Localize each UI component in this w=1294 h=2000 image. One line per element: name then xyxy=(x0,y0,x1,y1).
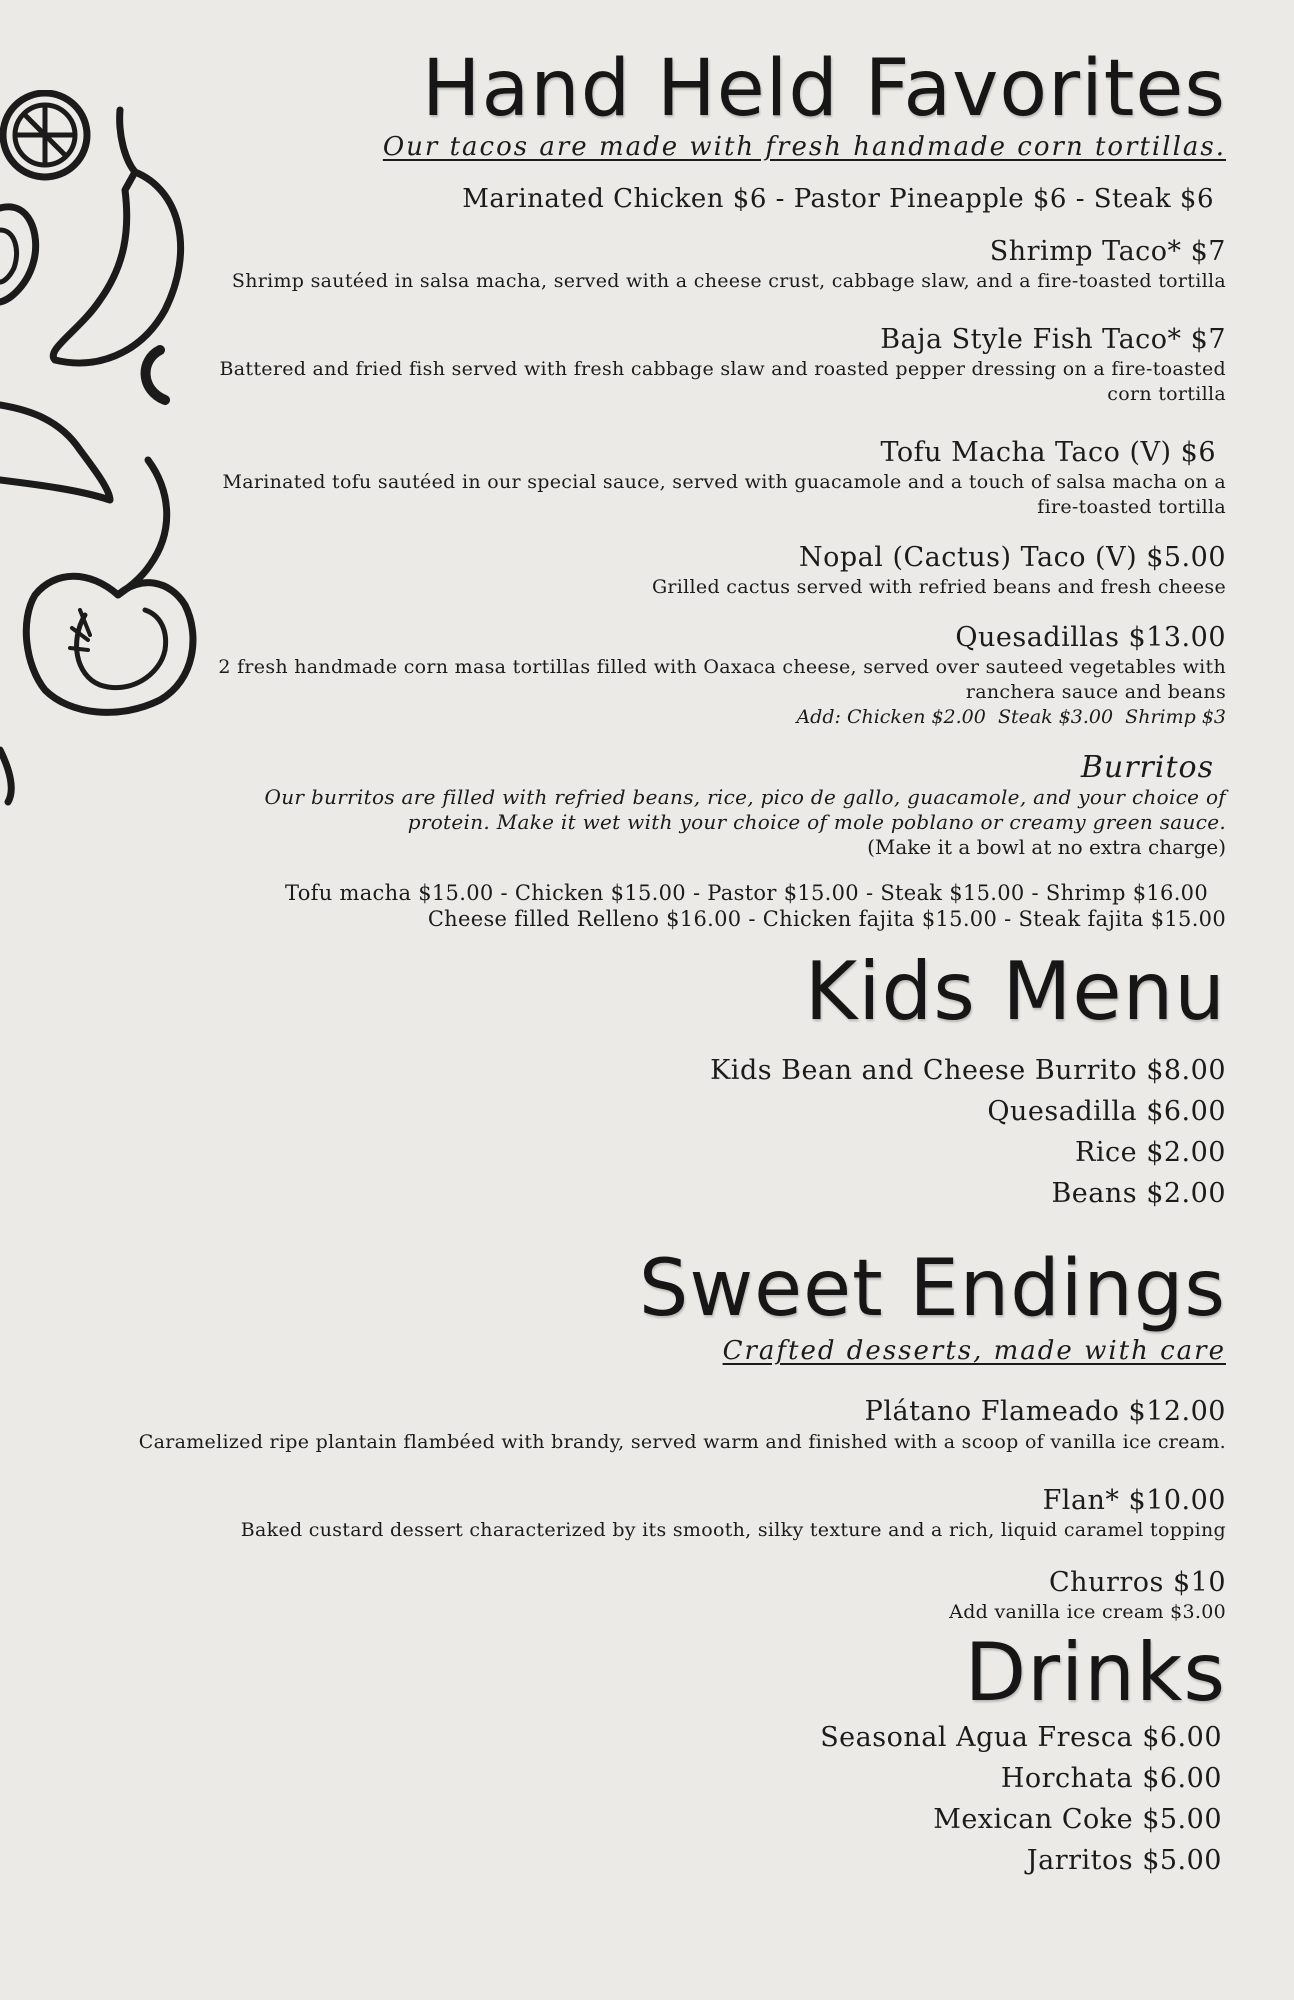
burritos-note: (Make it a bowl at no extra charge) xyxy=(867,835,1226,860)
menu-item-shrimp-taco xyxy=(100,234,1226,294)
item-name: Quesadillas $13.00 xyxy=(955,622,1226,654)
burritos-prices xyxy=(100,880,1226,932)
kids-item: Quesadilla $6.00 xyxy=(987,1096,1226,1128)
hand-held-tagline: Our tacos are made with fresh handmade corn tortillas. xyxy=(382,132,1226,162)
item-description: Grilled cactus served with refried beans and fresh cheese xyxy=(651,576,1226,599)
item-name: Baja Style Fish Taco* $7 xyxy=(880,324,1226,356)
sweet-endings-title: Sweet Endings xyxy=(638,1244,1226,1335)
menu-item-nopal-taco xyxy=(100,540,1226,600)
burritos-prices-line-1: Tofu macha $15.00 - Chicken $15.00 - Pastor $15.00 - Steak $15.00 - Shrimp $16.00 xyxy=(285,881,1208,906)
item-name: Tofu Macha Taco (V) $6 xyxy=(880,437,1216,469)
burritos-title: Burritos xyxy=(1080,750,1214,786)
drinks-item: Horchata $6.00 xyxy=(1000,1762,1222,1794)
item-name: Nopal (Cactus) Taco (V) $5.00 xyxy=(798,542,1226,574)
menu-item-tofu-taco xyxy=(100,435,1226,520)
item-name: Shrimp Taco* $7 xyxy=(989,236,1226,267)
kids-item: Kids Bean and Cheese Burrito $8.00 xyxy=(710,1055,1226,1087)
menu-column xyxy=(100,40,1226,1881)
menu-item-fish-taco xyxy=(100,322,1226,407)
item-description: Caramelized ripe plantain flambéed with brandy, served warm and finished with a scoop of vanilla ice cream. xyxy=(138,1430,1226,1453)
menu-item-platano xyxy=(100,1394,1226,1454)
item-name: Churros $10 xyxy=(1049,1566,1226,1598)
item-name: Plátano Flameado $12.00 xyxy=(864,1396,1226,1428)
drinks-list xyxy=(100,1717,1226,1881)
item-name: Flan* $10.00 xyxy=(1042,1484,1226,1516)
item-description: Baked custard dessert characterized by its smooth, silky texture and a rich, liquid caramel topping xyxy=(240,1518,1226,1541)
menu-item-quesadillas xyxy=(100,620,1226,730)
sweet-endings-tagline: Crafted desserts, made with care xyxy=(722,1336,1226,1367)
item-description: Shrimp sautéed in salsa macha, served with a cheese crust, cabbage slaw, and a fire-toasted tortilla xyxy=(231,270,1226,293)
drinks-item: Seasonal Agua Fresca $6.00 xyxy=(820,1721,1222,1753)
kids-menu-list xyxy=(100,1050,1226,1214)
item-description: 2 fresh handmade corn masa tortillas filled with Oaxaca cheese, served over sauteed vegetables with ranchera sauce and beans xyxy=(218,656,1226,704)
item-description: Battered and fried fish served with fresh cabbage slaw and roasted pepper dressing on a fire-toasted corn tortilla xyxy=(219,358,1226,406)
menu-item-churros xyxy=(100,1565,1226,1625)
taco-proteins: Marinated Chicken $6 - Pastor Pineapple $6 - Steak $6 xyxy=(462,184,1214,214)
burritos-description: Our burritos are filled with refried beans, rice, pico de gallo, guacamole, and your choice of protein. Make it wet with your choice of mole poblano or creamy green sauce. xyxy=(264,785,1226,835)
item-add-ons: Add: Chicken $2.00 Steak $3.00 Shrimp $3 xyxy=(796,706,1226,729)
menu-item-flan xyxy=(100,1483,1226,1543)
kids-item: Beans $2.00 xyxy=(1051,1178,1226,1210)
drinks-title: Drinks xyxy=(964,1625,1226,1719)
item-description: Marinated tofu sautéed in our special sauce, served with guacamole and a touch of salsa macha on a fire-toasted tortilla xyxy=(222,471,1226,519)
kids-menu-title: Kids Menu xyxy=(804,945,1226,1039)
burritos-prices-line-2: Cheese filled Relleno $16.00 - Chicken fajita $15.00 - Steak fajita $15.00 xyxy=(427,907,1226,932)
hand-held-title: Hand Held Favorites xyxy=(421,44,1226,134)
item-description: Add vanilla ice cream $3.00 xyxy=(949,1600,1226,1623)
drinks-item: Jarritos $5.00 xyxy=(1026,1844,1222,1876)
drinks-item: Mexican Coke $5.00 xyxy=(933,1803,1222,1835)
kids-item: Rice $2.00 xyxy=(1075,1137,1226,1169)
